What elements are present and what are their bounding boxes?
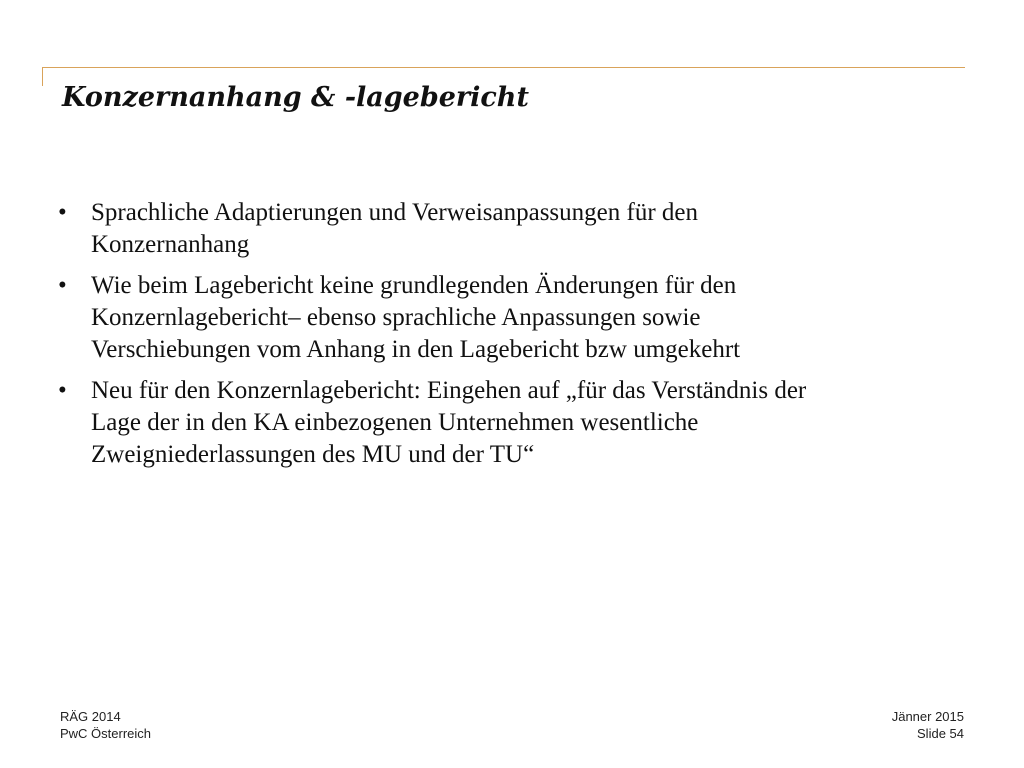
bullet-text-line: Sprachliche Adaptierungen und Verweisanpassungen für den — [91, 199, 699, 226]
header-rule-vertical — [42, 67, 43, 86]
slide-title: Konzernanhang & -lagebericht — [62, 82, 529, 113]
bullet-marker: • — [58, 272, 67, 299]
footer-right — [892, 708, 964, 742]
bullet-text-line: Lage der in den KA einbezogenen Unternehmen wesentliche — [91, 409, 699, 436]
header-rule-horizontal — [42, 67, 965, 68]
bullet-text-line: Konzernanhang — [91, 231, 250, 258]
bullet-item — [58, 375, 1003, 471]
bullet-text-line: Konzernlagebericht– ebenso sprachliche Anpassungen sowie — [91, 304, 701, 331]
bullet-text-line: Neu für den Konzernlagebericht: Eingehen auf „für das Verständnis der — [91, 377, 807, 404]
bullet-marker: • — [58, 199, 67, 226]
footer-left — [60, 708, 151, 742]
footer-company: PwC Österreich — [60, 726, 152, 741]
bullet-text-line: Zweigniederlassungen des MU und der TU“ — [91, 441, 535, 468]
bullet-marker: • — [58, 377, 67, 404]
bullet-list — [58, 197, 1003, 480]
footer-project: RÄG 2014 — [60, 709, 121, 724]
slide-number: Slide 54 — [917, 726, 964, 741]
bullet-item — [58, 197, 1003, 261]
bullet-item — [58, 270, 1003, 366]
bullet-text-line: Wie beim Lagebericht keine grundlegenden Änderungen für den — [91, 272, 737, 299]
bullet-text-line: Verschiebungen vom Anhang in den Lagebericht bzw umgekehrt — [91, 336, 741, 363]
footer-date: Jänner 2015 — [891, 709, 964, 724]
